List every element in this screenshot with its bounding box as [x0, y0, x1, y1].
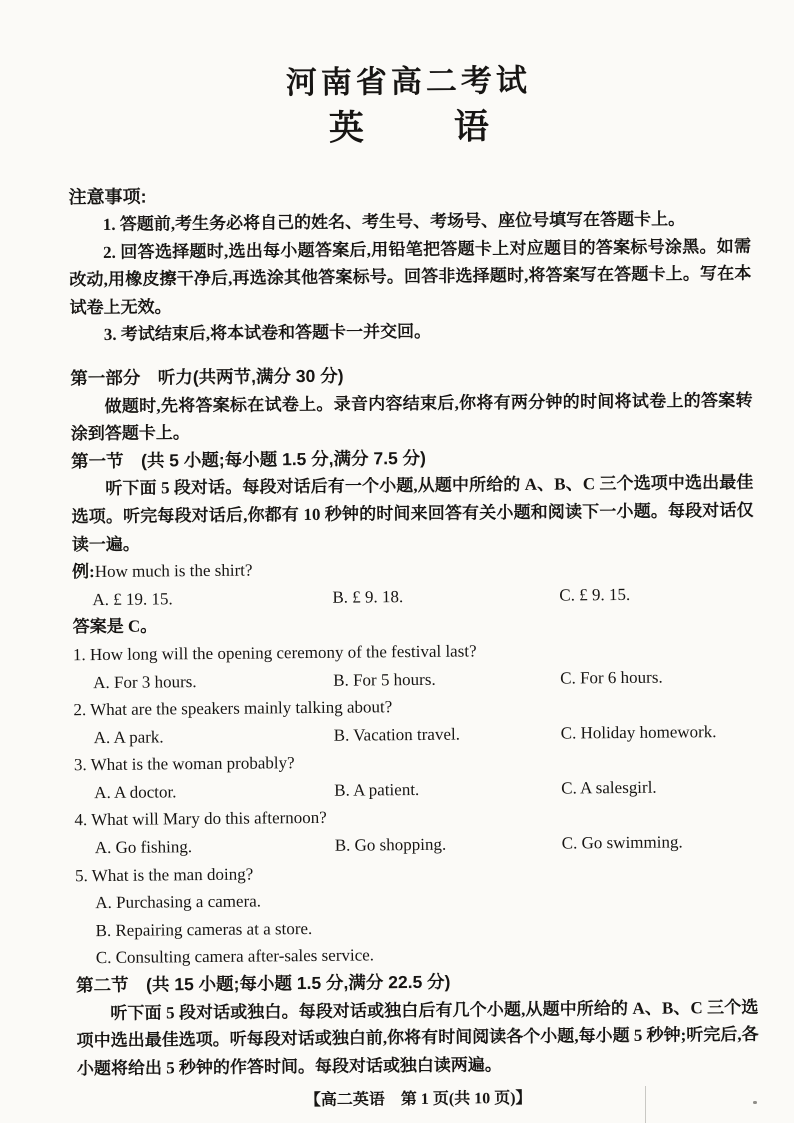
part1-intro: 做题时,先将答案标在试卷上。录音内容结束后,你将有两分钟的时间将试卷上的答案转涂到答题卡上。	[70, 390, 753, 444]
question-4-option-c: C. Go swimming.	[561, 832, 683, 853]
question-4-option-a: A. Go fishing.	[94, 837, 193, 858]
exam-subject	[68, 103, 750, 154]
section1-heading: 第一节 (共 5 小题;每小题 1.5 分,满分 7.5 分)	[70, 447, 427, 472]
question-3-option-b: B. A patient.	[334, 779, 420, 800]
subject-char-1: 英	[328, 108, 365, 148]
scan-artifact-line	[645, 1086, 646, 1123]
section2-heading: 第二节 (共 15 小题;每小题 1.5 分,满分 22.5 分)	[76, 971, 451, 996]
part1-heading: 第一部分 听力(共两节,满分 30 分)	[70, 365, 344, 389]
question-5-option-c: C. Consulting camera after-sales service.	[95, 945, 375, 968]
exam-sheet	[67, 0, 760, 1117]
question-1-text: 1. How long will the opening ceremony of the festival last?	[72, 641, 477, 665]
example-option-a: A. £ 19. 15.	[92, 589, 173, 609]
page-footer: 【高二英语 第 1 页(共 10 页)】	[304, 1090, 532, 1110]
scan-artifact-dot	[753, 1101, 757, 1104]
example-label: 例:	[72, 562, 95, 582]
example-answer: 答案是 C。	[72, 616, 158, 637]
section1-intro: 听下面 5 段对话。每段对话后有一个小题,从题中所给的 A、B、C 三个选项中选出最佳选项。听完每段对话后,你都有 10 秒钟的时间来回答有关小题和阅读下一小题。每段对话仅读一遍。	[71, 473, 754, 554]
question-5-option-a: A. Purchasing a camera.	[95, 891, 262, 913]
question-1-option-b: B. For 5 hours.	[333, 669, 436, 690]
section2-intro: 听下面 5 段对话或独白。每段对话或独白后有几个小题,从题中所给的 A、B、C 三个选项中选出最佳选项。听每段对话或独白前,你将有时间阅读各个小题,每小题 5 秒钟;听完后,各小题将给出 5 秒钟的作答时间。每段对话或独白读两遍。	[76, 997, 759, 1079]
question-1-option-a: A. For 3 hours.	[93, 671, 197, 692]
question-4-text: 4. What will Mary do this afternoon?	[74, 808, 327, 830]
question-3-option-a: A. A doctor.	[94, 782, 177, 802]
example-option-b: B. £ 9. 18.	[332, 586, 404, 607]
question-4-option-b: B. Go shopping.	[334, 834, 447, 855]
notice-item-2: 2. 回答选择题时,选出每小题答案后,用铅笔把答题卡上对应题目的答案标号涂黑。如需改动,用橡皮擦干净后,再选涂其他答案标号。回答非选择题时,将答案写在答题卡上。写在本试卷上无效。	[69, 236, 752, 318]
question-2-option-b: B. Vacation travel.	[333, 724, 461, 745]
notice-item-3: 3. 考试结束后,将本试卷和答题卡一并交回。	[103, 322, 432, 345]
question-2-text: 2. What are the speakers mainly talking about?	[73, 697, 393, 720]
question-5-option-b: B. Repairing cameras at a store.	[95, 918, 313, 940]
question-3-option-c: C. A salesgirl.	[561, 777, 657, 798]
subject-char-2: 语	[453, 107, 490, 147]
question-1-option-c: C. For 6 hours.	[560, 667, 663, 688]
question-2-option-c: C. Holiday homework.	[560, 721, 717, 743]
question-5-text: 5. What is the man doing?	[74, 864, 254, 885]
notice-item-1: 1. 答题前,考生务必将自己的姓名、考生号、考场号、座位号填写在答题卡上。	[102, 209, 686, 234]
question-3-text: 3. What is the woman probably?	[73, 753, 295, 775]
example-question: How much is the shirt?	[94, 560, 253, 582]
exam-title: 河南省高二考试	[285, 62, 532, 101]
notice-heading: 注意事项:	[68, 186, 147, 208]
question-2-option-a: A. A park.	[93, 727, 164, 747]
example-option-c: C. £ 9. 15.	[559, 584, 631, 605]
question-5-options	[75, 883, 758, 972]
